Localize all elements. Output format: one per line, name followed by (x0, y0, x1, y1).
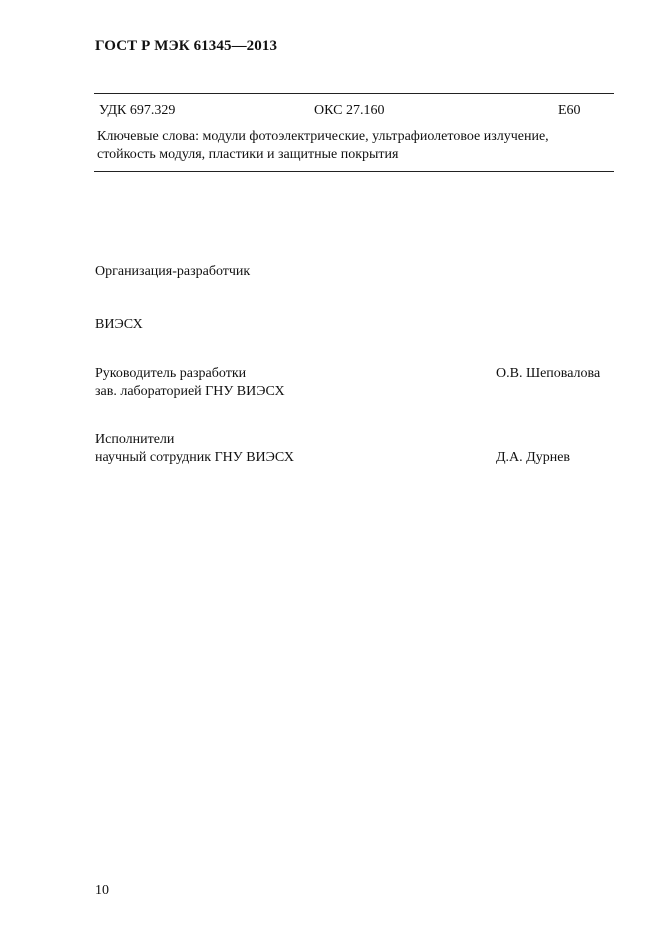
organization-name: ВИЭСХ (95, 317, 143, 332)
top-divider (94, 93, 614, 94)
executor-position: научный сотрудник ГНУ ВИЭСХ (95, 450, 294, 465)
executors-title: Исполнители (95, 432, 175, 447)
udk-code: УДК 697.329 (99, 103, 176, 118)
executor-name: Д.А. Дурнев (496, 450, 571, 465)
organization-label: Организация-разработчик (95, 264, 251, 279)
classification-code: Е60 (558, 103, 581, 118)
bottom-divider (94, 171, 614, 172)
lead-name: О.В. Шеповалова (496, 366, 601, 381)
document-header-code: ГОСТ Р МЭК 61345—2013 (95, 38, 278, 54)
page-number: 10 (95, 883, 109, 898)
oks-code: ОКС 27.160 (314, 103, 385, 118)
keywords-line-2: стойкость модуля, пластики и защитные покрытия (97, 147, 399, 162)
lead-position: зав. лабораторией ГНУ ВИЭСХ (95, 384, 285, 399)
keywords-block (97, 128, 613, 164)
lead-title: Руководитель разработки (95, 366, 247, 381)
keywords-line-1: Ключевые слова: модули фотоэлектрические, ультрафиолетовое излучение, (97, 129, 549, 144)
